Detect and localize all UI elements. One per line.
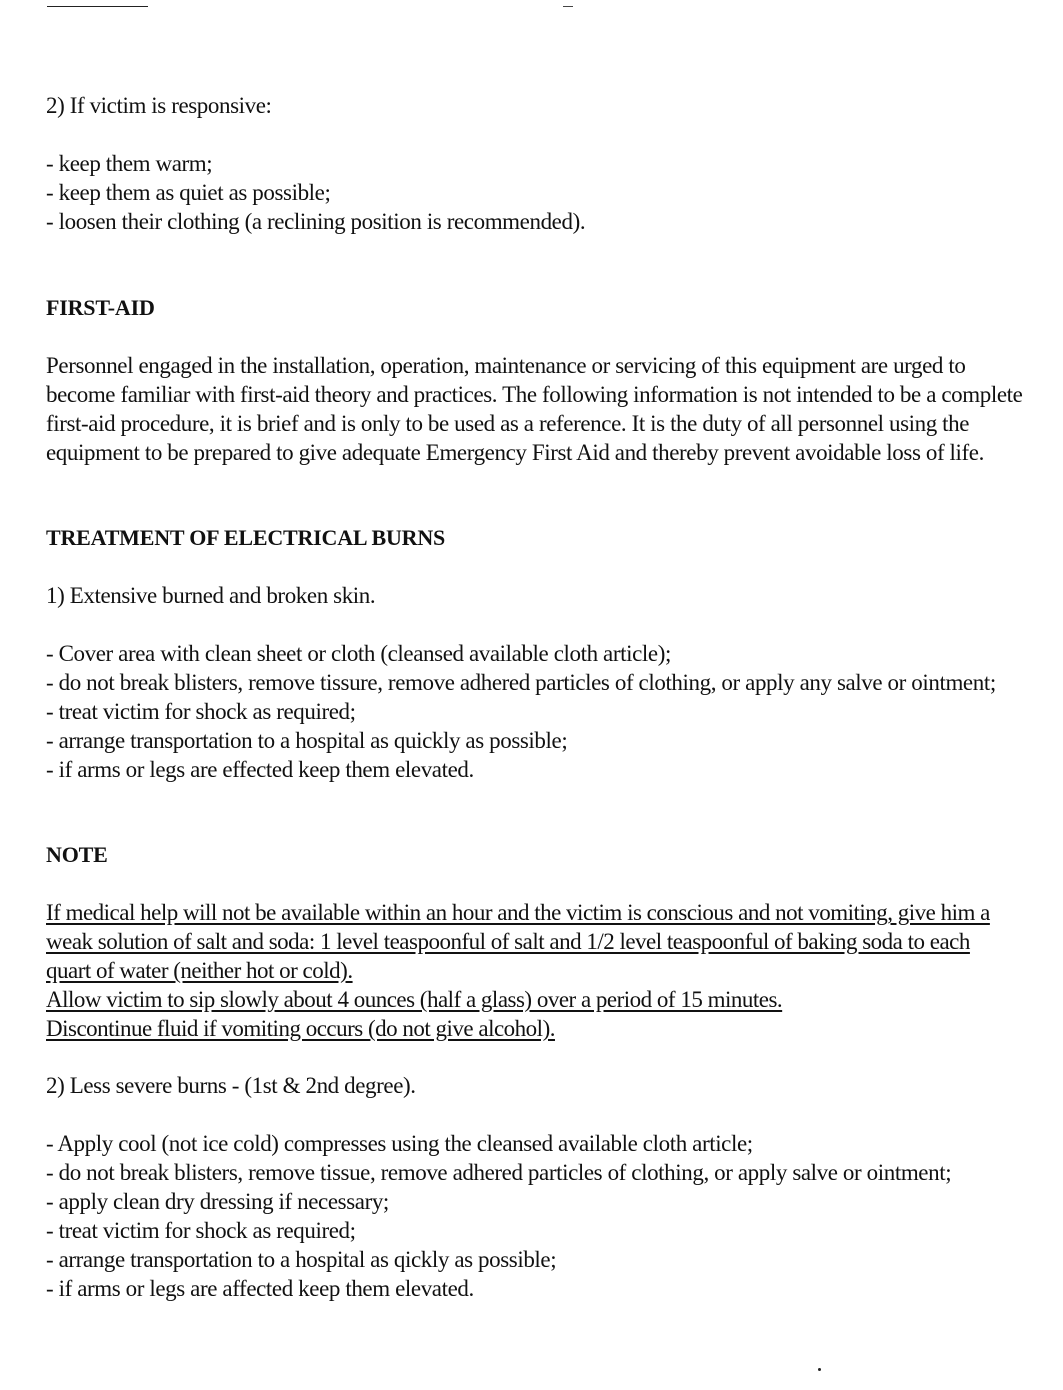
responsive-item: - keep them warm;	[46, 151, 213, 176]
note-line: Allow victim to sip slowly about 4 ounces (half a glass) over a period of 15 minutes.	[46, 987, 783, 1012]
extensive-burns-item: - do not break blisters, remove tissure, remove adhered particles of clothing, or apply any salve or ointment;	[46, 670, 996, 695]
less-severe-item: - Apply cool (not ice cold) compresses using the cleansed available cloth article;	[46, 1131, 753, 1156]
extensive-burns-intro: 1) Extensive burned and broken skin.	[46, 583, 376, 608]
note-line: weak solution of salt and soda: 1 level teaspoonful of salt and 1/2 level teaspoonful of baking soda to each	[46, 929, 970, 954]
scan-speck	[818, 1368, 821, 1371]
extensive-burns-item: - treat victim for shock as required;	[46, 699, 356, 724]
note-line: Discontinue fluid if vomiting occurs (do not give alcohol).	[46, 1016, 555, 1041]
top-rule-divider	[47, 6, 148, 7]
less-severe-item: - treat victim for shock as required;	[46, 1218, 356, 1243]
first-aid-heading: FIRST-AID	[46, 295, 155, 320]
burns-heading: TREATMENT OF ELECTRICAL BURNS	[46, 525, 446, 550]
top-dash-mark	[563, 6, 573, 7]
less-severe-intro: 2) Less severe burns - (1st & 2nd degree).	[46, 1073, 416, 1098]
responsive-intro: 2) If victim is responsive:	[46, 93, 272, 118]
first-aid-paragraph-line: first-aid procedure, it is brief and is only to be used as a reference. It is the duty of all personnel using the	[46, 411, 970, 436]
note-heading: NOTE	[46, 842, 108, 867]
responsive-item: - loosen their clothing (a reclining position is recommended).	[46, 209, 586, 234]
first-aid-paragraph-line: equipment to be prepared to give adequate Emergency First Aid and thereby prevent avoidable loss of life.	[46, 440, 984, 465]
less-severe-item: - apply clean dry dressing if necessary;	[46, 1189, 389, 1214]
note-line: If medical help will not be available within an hour and the victim is conscious and not vomiting, give him a	[46, 900, 990, 925]
responsive-item: - keep them as quiet as possible;	[46, 180, 331, 205]
extensive-burns-item: - Cover area with clean sheet or cloth (cleansed available cloth article);	[46, 641, 671, 666]
extensive-burns-item: - arrange transportation to a hospital as quickly as possible;	[46, 728, 568, 753]
less-severe-item: - if arms or legs are affected keep them elevated.	[46, 1276, 474, 1301]
less-severe-item: - do not break blisters, remove tissue, remove adhered particles of clothing, or apply salve or ointment;	[46, 1160, 952, 1185]
first-aid-paragraph-line: Personnel engaged in the installation, operation, maintenance or servicing of this equipment are urged to	[46, 353, 966, 378]
extensive-burns-item: - if arms or legs are effected keep them elevated.	[46, 757, 474, 782]
less-severe-item: - arrange transportation to a hospital as qickly as possible;	[46, 1247, 557, 1272]
first-aid-paragraph-line: become familiar with first-aid theory and practices. The following information is not intended to be a complete	[46, 382, 1023, 407]
note-line: quart of water (neither hot or cold).	[46, 958, 353, 983]
